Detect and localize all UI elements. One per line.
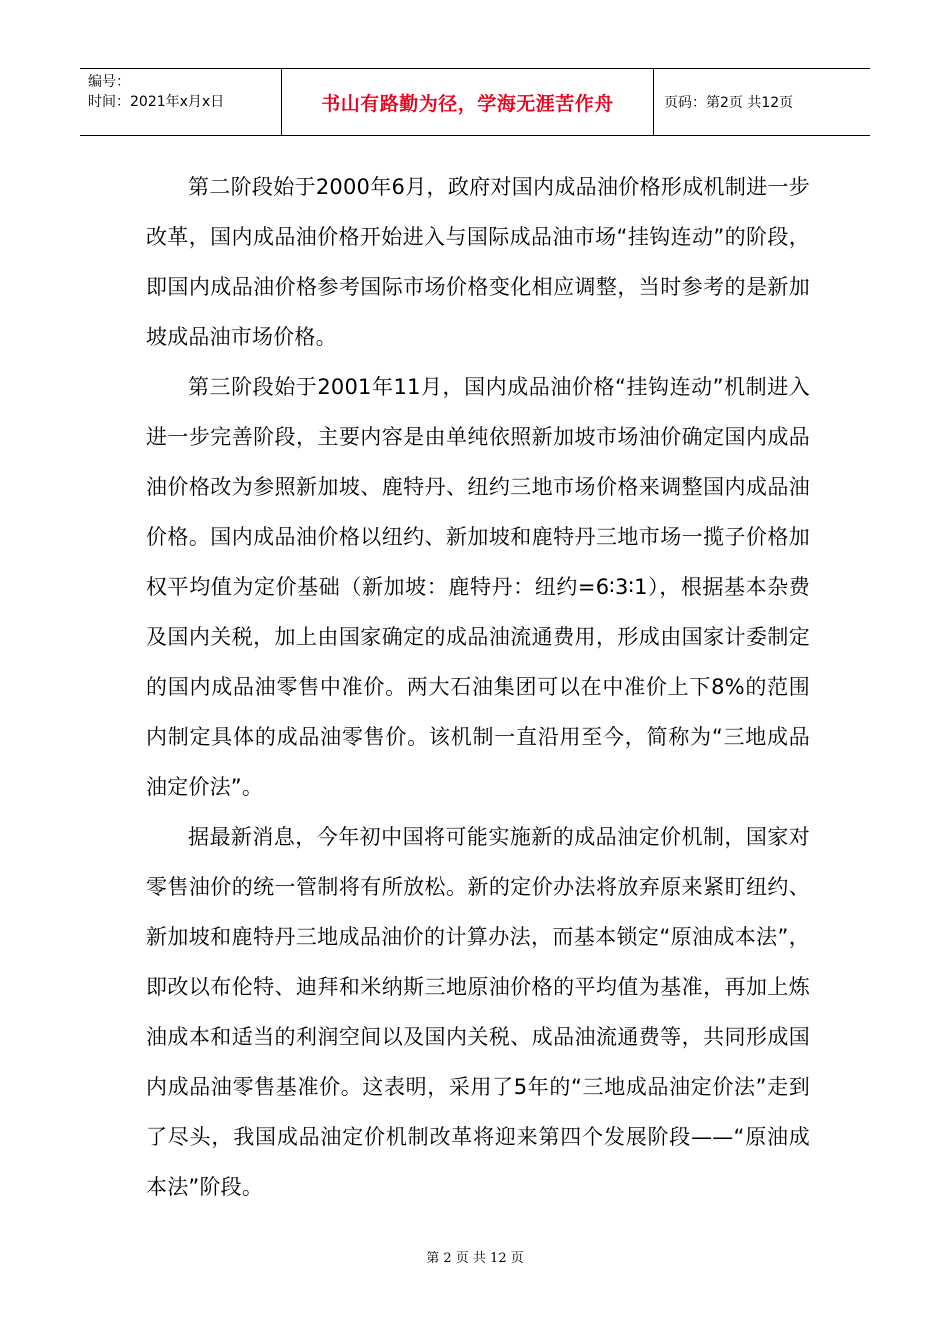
document-body [146,162,810,1212]
paragraph-latest-news: 据最新消息，今年初中国将可能实施新的成品油定价机制，国家对零售油价的统一管制将有所放松。新的定价办法将放弃原来紧盯纽约、新加坡和鹿特丹三地成品油价的计算办法，而基本锁定“原油成本法”，即改以布伦特、迪拜和米纳斯三地原油价格的平均值为基准，再加上炼油成本和适当的利润空间以及国内关税、成品油流通费等，共同形成国内成品油零售基准价。这表明，采用了5年的“三地成品油定价法”走到了尽头，我国成品油定价机制改革将迎来第四个发展阶段——“原油成本法”阶段。 [146,825,810,1199]
header-meta-cell [80,69,282,135]
page-footer [0,1247,950,1266]
number-label: 编号： [88,74,130,90]
page-info: 页码：第2页 共12页 [664,95,794,111]
paragraph-stage-three: 第三阶段始于2001年11月，国内成品油价格“挂钩连动”机制进入进一步完善阶段，主要内容是由单纯依照新加坡市场油价确定国内成品油价格改为参照新加坡、鹿特丹、纽约三地市场价格来调整国内成品油价格。国内成品油价格以纽约、新加坡和鹿特丹三地市场一揽子价格加权平均值为定价基础（新加坡：鹿特丹：纽约=6∶3∶1），根据基本杂费及国内关税，加上由国家确定的成品油流通费用，形成由国家计委制定的国内成品油零售中准价。两大石油集团可以在中准价上下8%的范围内制定具体的成品油零售价。该机制一直沿用至今，简称为“三地成品油定价法”。 [146,375,810,799]
header-page-cell [654,69,870,135]
paragraph-stage-two: 第二阶段始于2000年6月，政府对国内成品油价格形成机制进一步改革，国内成品油价格开始进入与国际成品油市场“挂钩连动”的阶段，即国内成品油价格参考国际市场价格变化相应调整，当时参考的是新加坡成品油市场价格。 [146,175,810,349]
header-motto-cell [282,69,654,135]
time-label: 时间：2021年x月x日 [88,94,225,110]
footer-page-number: 第 2 页 共 12 页 [426,1251,524,1266]
page-header [80,68,870,136]
motto-text: 书山有路勤为径，学海无涯苦作舟 [321,92,614,115]
